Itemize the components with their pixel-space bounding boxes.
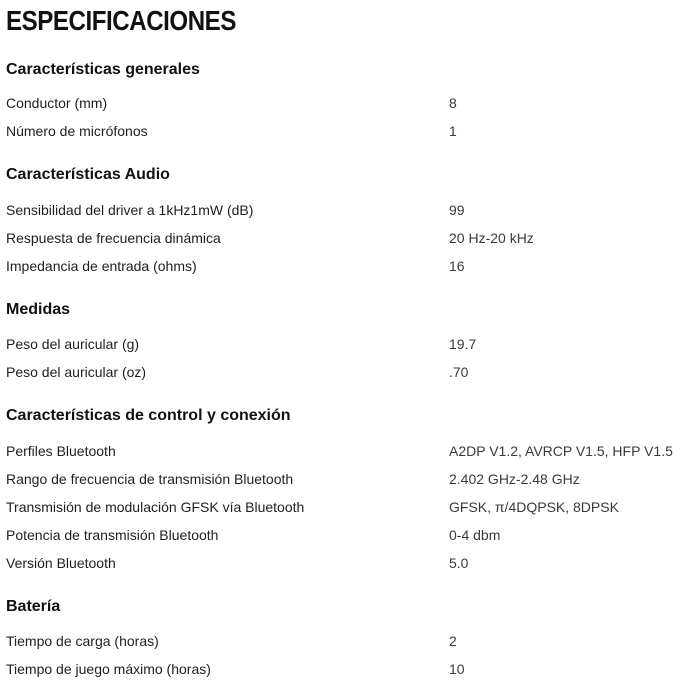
spec-row [6, 93, 691, 113]
spec-value: 5.0 [449, 555, 469, 571]
spec-row [6, 631, 691, 651]
spec-value: 99 [449, 202, 465, 218]
spec-label: Impedancia de entrada (ohms) [6, 258, 197, 274]
spec-value: 1 [449, 123, 457, 139]
spec-row [6, 441, 691, 461]
spec-row [6, 497, 691, 517]
spec-row [6, 121, 691, 141]
spec-value: 2.402 GHz-2.48 GHz [449, 471, 580, 487]
spec-label: Conductor (mm) [6, 95, 108, 111]
spec-value: 8 [449, 95, 457, 111]
section-title-measures: Medidas [6, 301, 71, 318]
spec-label: Perfiles Bluetooth [6, 443, 116, 459]
spec-row [6, 200, 691, 220]
spec-row [6, 553, 691, 573]
spec-label: Versión Bluetooth [6, 555, 116, 571]
spec-row [6, 525, 691, 545]
spec-label: Transmisión de modulación GFSK vía Bluetooth [6, 499, 305, 515]
spec-value: 20 Hz-20 kHz [449, 230, 534, 246]
spec-value: 0-4 dbm [449, 527, 501, 543]
spec-value: 19.7 [449, 336, 477, 352]
spec-row [6, 659, 691, 679]
spec-value: A2DP V1.2, AVRCP V1.5, HFP V1.5 [449, 443, 673, 459]
spec-label: Potencia de transmisión Bluetooth [6, 527, 219, 543]
spec-label: Número de micrófonos [6, 123, 148, 139]
spec-value: 10 [449, 661, 465, 677]
spec-label: Tiempo de juego máximo (horas) [6, 661, 211, 677]
section-title-audio: Características Audio [6, 166, 170, 183]
spec-label: Peso del auricular (oz) [6, 364, 147, 380]
spec-row [6, 469, 691, 489]
spec-row [6, 228, 691, 248]
spec-label: Tiempo de carga (horas) [6, 633, 159, 649]
spec-row [6, 334, 691, 354]
page-title: ESPECIFICACIONES [6, 5, 236, 36]
spec-row [6, 256, 691, 276]
section-title-general: Características generales [6, 61, 200, 78]
spec-row [6, 362, 691, 382]
spec-value: 16 [449, 258, 465, 274]
spec-label: Rango de frecuencia de transmisión Bluetooth [6, 471, 294, 487]
spec-value: 2 [449, 633, 457, 649]
section-title-control-connection: Características de control y conexión [6, 407, 291, 424]
section-title-battery: Batería [6, 598, 61, 615]
spec-value: .70 [449, 364, 469, 380]
spec-label: Sensibilidad del driver a 1kHz1mW (dB) [6, 202, 254, 218]
spec-label: Respuesta de frecuencia dinámica [6, 230, 221, 246]
spec-label: Peso del auricular (g) [6, 336, 140, 352]
spec-value: GFSK, π/4DQPSK, 8DPSK [449, 499, 619, 515]
